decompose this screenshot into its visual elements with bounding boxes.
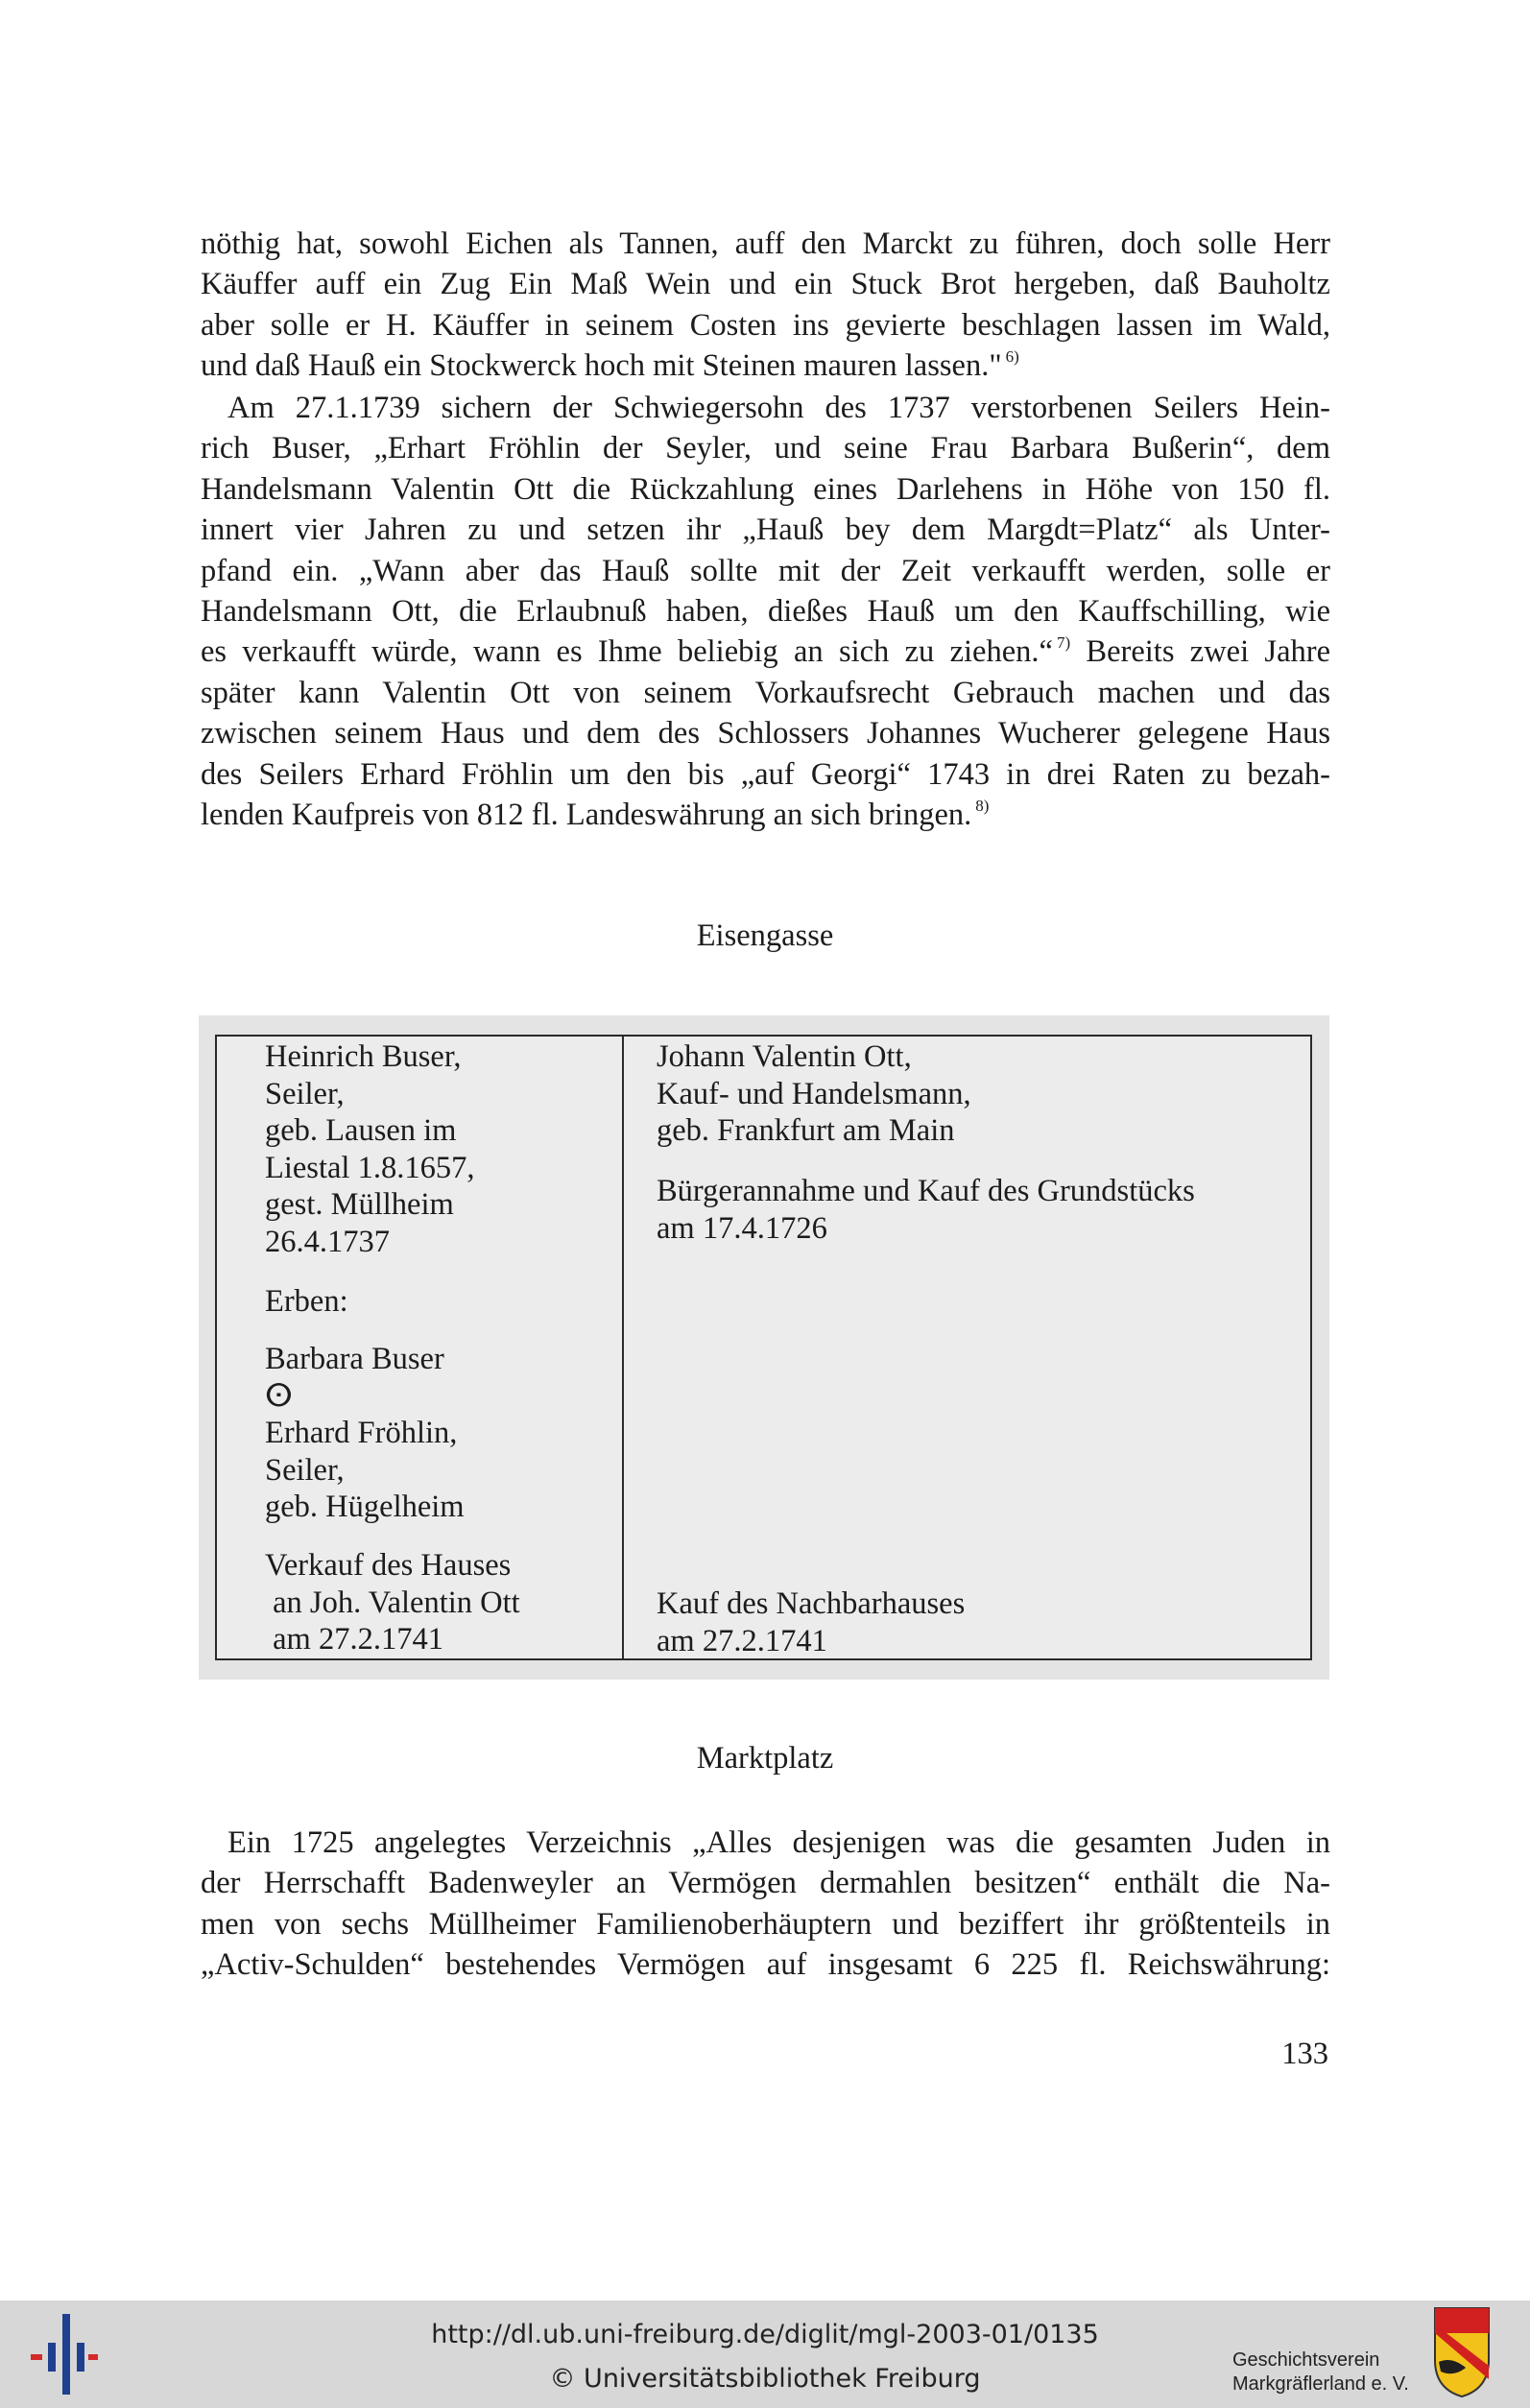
footnote-marker: 6)	[1005, 347, 1019, 367]
left-cell-sale	[265, 1547, 520, 1658]
column-divider	[622, 1037, 624, 1658]
text-line	[201, 795, 1330, 835]
table-scan-background	[199, 1015, 1329, 1680]
section-heading-marktplatz: Marktplatz	[696, 1741, 834, 1776]
text-line: nöthig hat, sowohl Eichen als Tannen, auff den Marckt zu führen, doch solle Herr	[201, 226, 1330, 261]
right-cell-purchase	[657, 1585, 965, 1659]
text-line: später kann Valentin Ott von seinem Vorkaufsrecht Gebrauch machen und das	[201, 675, 1330, 710]
cell-line: Seiler,	[265, 1076, 345, 1111]
marriage-symbol: ⵙ	[265, 1378, 293, 1414]
cell-line: geb. Hügelheim	[265, 1490, 465, 1524]
cell-line: Kauf- und Handelsmann,	[657, 1076, 971, 1111]
left-cell-heirs-label: Erben:	[265, 1284, 348, 1319]
cell-line: Verkauf des Hauses	[265, 1548, 512, 1583]
cell-line: am 27.2.1741	[265, 1622, 443, 1657]
society-name-line: Geschichtsverein	[1232, 2349, 1380, 2371]
text-line: men von sechs Müllheimer Familienoberhäuptern und beziffert ihr größtenteils in	[201, 1906, 1330, 1942]
text-line: rich Buser, „Erhart Fröhlin der Seyler, und seine Frau Barbara Bußerin“, dem	[201, 431, 1330, 466]
text-line: Ein 1725 angelegtes Verzeichnis „Alles desjenigen was die gesamten Juden in	[227, 1825, 1330, 1860]
right-cell-citizenship	[657, 1173, 1195, 1247]
cell-line: Seiler,	[265, 1452, 345, 1488]
copyright-notice: © Universitätsbibliothek Freiburg	[549, 2364, 981, 2394]
society-name-line: Markgräflerland e. V.	[1232, 2373, 1409, 2395]
text-line: der Herrschafft Badenweyler an Vermögen dermahlen besitzen“ enthält die Na-	[201, 1866, 1330, 1901]
text-line: des Seilers Erhard Fröhlin um den bis „auf Georgi“ 1743 in drei Raten zu bezah-	[201, 756, 1330, 792]
text-line: innert vier Jahren zu und setzen ihr „Hauß bey dem Margdt=Platz“ als Unter-	[201, 513, 1330, 548]
footer-bar	[0, 2301, 1530, 2408]
cell-line: am 27.2.1741	[657, 1623, 827, 1658]
left-cell-person	[265, 1038, 474, 1260]
footnote-marker: 8)	[975, 796, 990, 815]
text-line: Am 27.1.1739 sichern der Schwiegersohn des 1737 verstorbenen Seilers Hein-	[227, 391, 1330, 425]
text-segment: und daß Hauß ein Stockwerck hoch mit Steinen mauren lassen."	[201, 348, 1002, 384]
cell-line: Bürgerannahme und Kauf des Grundstücks	[657, 1174, 1195, 1208]
coat-of-arms-icon	[1433, 2306, 1491, 2398]
text-line: aber solle er H. Käuffer in seinem Costen ins gevierte beschlagen lassen im Wald,	[201, 307, 1330, 343]
text-line: pfand ein. „Wann aber das Hauß sollte mit der Zeit verkaufft werden, solle er	[201, 553, 1330, 588]
text-segment: Bereits zwei Jahre	[1070, 634, 1330, 670]
cell-line: Johann Valentin Ott,	[657, 1039, 912, 1074]
text-segment: es verkaufft würde, wann es Ihme beliebig an sich zu ziehen.“	[201, 634, 1053, 670]
text-line: zwischen seinem Haus und dem des Schlossers Johannes Wucherer gelegene Haus	[201, 716, 1330, 751]
text-line: Handelsmann Valentin Ott die Rückzahlung eines Darlehens in Höhe von 150 fl.	[201, 471, 1330, 507]
section-heading-eisengasse: Eisengasse	[696, 918, 834, 953]
family-table	[215, 1035, 1312, 1660]
cell-line: am 17.4.1726	[657, 1210, 827, 1246]
document-url-link[interactable]: http://dl.ub.uni-freiburg.de/diglit/mgl-2003-01/0135	[431, 2320, 1099, 2349]
cell-line: geb. Frankfurt am Main	[657, 1113, 955, 1148]
right-cell-person	[657, 1038, 971, 1150]
cell-line: gest. Müllheim	[265, 1187, 454, 1222]
cell-line: Erhard Fröhlin,	[265, 1416, 458, 1450]
cell-line: an Joh. Valentin Ott	[265, 1585, 520, 1620]
text-line: „Activ-Schulden“ bestehendes Vermögen auf insgesamt 6 225 fl. Reichswährung:	[201, 1947, 1330, 1983]
paragraph-1	[201, 224, 1330, 387]
society-name	[1232, 2348, 1409, 2396]
cell-line: Kauf des Nachbarhauses	[657, 1586, 966, 1621]
text-line	[201, 632, 1330, 672]
paragraph-3	[201, 1823, 1330, 1986]
cell-line: Heinrich Buser,	[265, 1039, 462, 1074]
cell-line: Barbara Buser	[265, 1342, 444, 1376]
cell-line: geb. Lausen im	[265, 1113, 457, 1148]
cell-line: 26.4.1737	[265, 1224, 390, 1259]
text-line: Handelsmann Ott, die Erlaubnuß haben, dießes Hauß um den Kauffschilling, wie	[201, 593, 1330, 629]
paragraph-2	[201, 388, 1330, 835]
page-number: 133	[1281, 2037, 1328, 2071]
cell-line: Liestal 1.8.1657,	[265, 1150, 475, 1185]
text-line: Käuffer auff ein Zug Ein Maß Wein und ein Stuck Brot hergeben, daß Bauholtz	[201, 267, 1330, 302]
footnote-marker: 7)	[1056, 633, 1071, 653]
left-cell-heirs	[265, 1341, 465, 1526]
text-segment: lenden Kaufpreis von 812 fl. Landeswährung an sich bringen.	[201, 797, 972, 832]
text-line	[201, 346, 1330, 386]
